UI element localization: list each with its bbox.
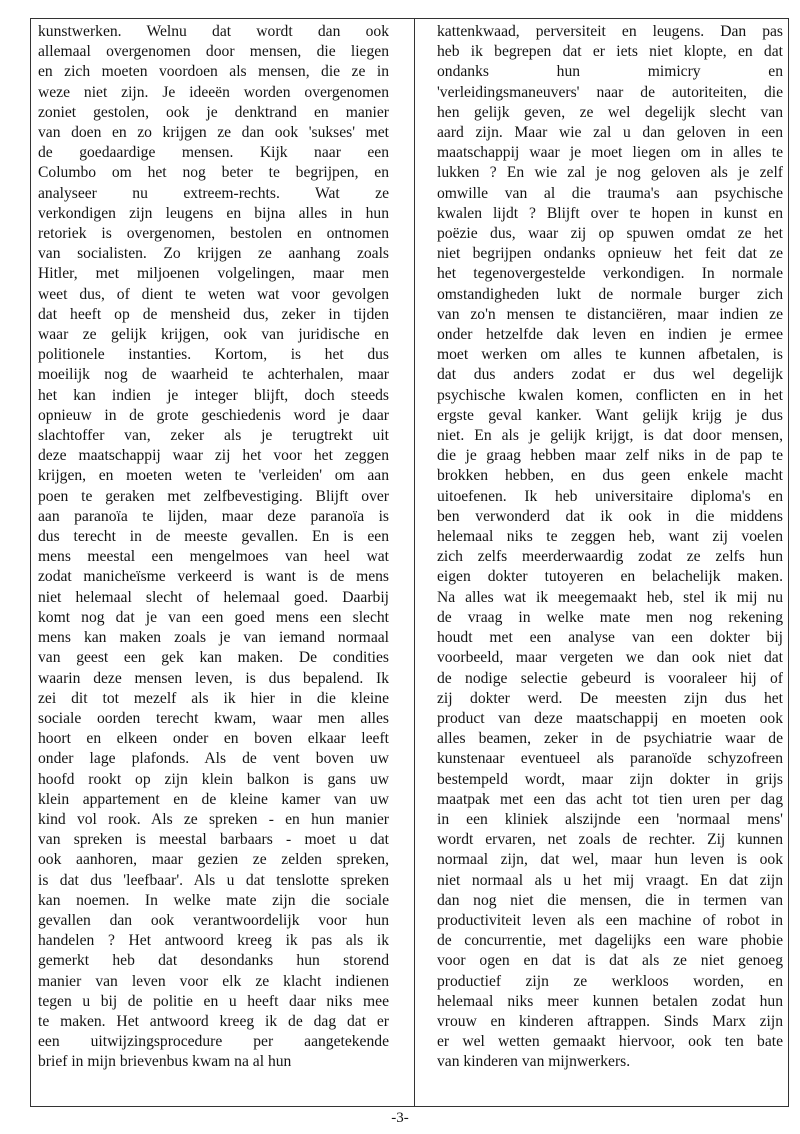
text-line: ook aanhoren, maar gezien ze zelden spreken, <box>38 851 389 869</box>
text-line: zoniet gestolen, ook je denktrand en manier <box>38 103 389 121</box>
text-line: van spreken is meestal barbaars - moet u dat <box>38 831 389 849</box>
text-line: handelen ? Het antwoord kreeg ik pas als ik <box>38 932 389 950</box>
text-line: brief in mijn brievenbus kwam na al hun <box>38 1053 292 1071</box>
text-line: heb ik begrepen dat er iets niet klopte, en dat <box>437 43 783 61</box>
text-line: deze maatschappij waar zij het voor het zeggen <box>38 447 389 465</box>
text-line: van geest een gek kan maken. De condities <box>38 649 389 667</box>
text-line: zodat manicheïsme verkeerd is want is de mens <box>38 568 389 586</box>
text-line: houdt met een analyse van een dokter bij <box>437 629 783 647</box>
text-line: verkondigen zijn leugens en bijna alles in hun <box>38 204 389 222</box>
text-line: manier van leven voor elk ze klacht indienen <box>38 972 389 990</box>
left-text-column <box>38 22 389 1073</box>
text-line: moeilijk nog de waarheid te achterhalen, maar <box>38 366 389 384</box>
text-line: maatschappij waar je moet liegen om in alles te <box>437 144 783 162</box>
text-line: is dat dus 'leefbaar'. Als u dat tenslotte spreken <box>38 871 389 889</box>
text-line: poëzie dus, waar zij op spuwen omdat ze het <box>437 225 783 243</box>
text-line: omstandigheden lukt de normale burger zich <box>437 285 783 303</box>
text-line: waar ze gelijk krijgen, ook van juridische en <box>38 326 389 344</box>
text-line: krijgen, en moeten weten te 'verleiden' om aan <box>38 467 389 485</box>
text-line: te maken. Het antwoord kreeg ik de dag dat er <box>38 1012 389 1030</box>
text-line: niet helemaal slecht of helemaal goed. Daarbij <box>38 588 389 606</box>
text-line: aard zijn. Maar wie zal u dan geloven in een <box>437 124 783 142</box>
text-line: gemerkt heb dat desondanks hun storend <box>38 952 389 970</box>
text-line: kunstenaar eventueel als paranoïde schyzofreen <box>437 750 783 768</box>
text-line: psychische kwalen komen, conflicten en in het <box>437 386 783 404</box>
text-line: onder lage plafonds. Als de vent boven uw <box>38 750 389 768</box>
text-line: van socialisten. Zo krijgen ze aanhang zoals <box>38 245 389 263</box>
text-line: weze niet zijn. Je ideeën worden overgenomen <box>38 83 389 101</box>
text-line: van doen en zo krijgen ze dan ook 'sukses' met <box>38 124 389 142</box>
text-line: sociale oorden terecht kwam, waar men alles <box>38 709 389 727</box>
text-line: allemaal overgenomen door mensen, die liegen <box>38 43 389 61</box>
text-line: aan paranoïa te lijden, maar deze paranoïa is <box>38 507 389 525</box>
text-line: Na alles wat ik meegemaakt heb, stel ik mij nu <box>437 588 783 606</box>
text-line: voor ogen en dat is dat als ze niet genoeg <box>437 952 783 970</box>
text-line: de concurrentie, met dagelijks een ware phobie <box>437 932 783 950</box>
text-line: hoofd rookt op zijn klein balkon is gans uw <box>38 770 389 788</box>
column-divider <box>414 18 415 1106</box>
text-line: gevallen dan ook verantwoordelijk voor hun <box>38 911 389 929</box>
text-line: Hitler, met miljoenen volgelingen, maar men <box>38 265 389 283</box>
text-line: zich zelfs meerderwaardig zodat ze zelfs hun <box>437 548 783 566</box>
text-line: van kinderen van mijnwerkers. <box>437 1053 631 1071</box>
text-line: het tegenovergestelde verkondigen. In normale <box>437 265 783 283</box>
text-line: klein appartement en de kleine kamer van uw <box>38 790 389 808</box>
text-line: niet normaal als u het mij vraagt. En dat zijn <box>437 871 783 889</box>
text-line: in een kliniek alszijnde een 'normaal mens' <box>437 810 783 828</box>
text-line: normaal zijn, dat wel, maar hun leven is ook <box>437 851 783 869</box>
text-line: ondanks hun mimicry en <box>437 63 783 81</box>
text-line: opnieuw in de grote geschiedenis word je daar <box>38 406 389 424</box>
text-line: lukken ? En wie zal je nog geloven als je zelf <box>437 164 783 182</box>
text-line: de goedaardige mensen. Kijk naar een <box>38 144 389 162</box>
text-line: bestempeld wordt, maar zijn dokter in grijs <box>437 770 783 788</box>
text-line: ben verwonderd dat ik ook in die middens <box>437 507 783 525</box>
text-line: kunstwerken. Welnu dat wordt dan ook <box>38 23 389 40</box>
text-line: moet werken om alles te kunnen afbetalen, is <box>437 346 783 364</box>
text-line: kattenkwaad, perversiteit en leugens. Dan pas <box>437 23 783 40</box>
text-line: onder hetzelfde dak leven en indien je ermee <box>437 326 783 344</box>
top-border-left <box>30 18 415 19</box>
text-line: niet. En als je gelijk krijgt, is dat door mensen, <box>437 427 783 445</box>
text-line: de vraag in welke mate men nog rekening <box>437 608 783 626</box>
text-line: helemaal niks meer kunnen betalen zodat hun <box>437 992 783 1010</box>
text-line: er wel wetten gemaakt hiervoor, ook ten bate <box>437 1033 783 1051</box>
text-line: het kan indien je integer blijft, doch steeds <box>38 386 389 404</box>
text-line: product van deze maatschappij en moeten ook <box>437 709 783 727</box>
text-line: ergste geval kanker. Want gelijk krijg je dus <box>437 406 783 424</box>
bottom-border <box>30 1106 789 1107</box>
text-line: zij dokter werd. De meesten zijn dus het <box>437 689 783 707</box>
text-line: weet dus, of dient te weten wat voor gevolgen <box>38 285 389 303</box>
text-line: retoriek is overgenomen, bestolen en ontnomen <box>38 225 389 243</box>
text-line: dus terecht in de meeste gevallen. En is een <box>38 528 389 546</box>
text-line: en zich moeten voordoen als mensen, die ze in <box>38 63 389 81</box>
text-line: de nodige selectie gebeurd is vooraleer hij of <box>437 669 783 687</box>
text-line: productiviteit leven als een machine of robot in <box>437 911 783 929</box>
text-line: wordt ervaren, net zoals de rechter. Zij kunnen <box>437 831 783 849</box>
text-line: kwalen lijdt ? Blijft over te hopen in kunst en <box>437 204 783 222</box>
text-line: dat heeft op de mensheid dus, zeker in tijden <box>38 305 389 323</box>
text-line: omwille van al die trauma's aan psychische <box>437 184 783 202</box>
text-line: hen gelijk geven, ze wel degelijk slecht van <box>437 103 783 121</box>
text-line: analyseer nu extreem-rechts. Wat ze <box>38 184 389 202</box>
text-line: van zo'n mensen te distanciëren, maar indien ze <box>437 305 783 323</box>
text-line: komt nog dat je van een goed mens een slecht <box>38 608 389 626</box>
text-line: Columbo om het nog beter te begrijpen, en <box>38 164 389 182</box>
text-line: mens kan maken zoals je van iemand normaal <box>38 629 389 647</box>
text-line: tegen u bij de politie en u heeft daar niks mee <box>38 992 389 1010</box>
text-line: eigen dokter tutoyeren en belachelijk maken. <box>437 568 783 586</box>
text-line: een uitwijzingsprocedure per aangetekende <box>38 1033 389 1051</box>
text-line: productief zijn ze werkloos worden, en <box>437 972 783 990</box>
right-border <box>788 18 789 1106</box>
text-line: dan nog niet die mensen, die in termen van <box>437 891 783 909</box>
text-line: voorbeeld, maar vergeten we dan ook niet dat <box>437 649 783 667</box>
text-line: maatpak met een das acht tot tien uren per dag <box>437 790 783 808</box>
text-line: slachtoffer van, zeker als je terugtrekt uit <box>38 427 389 445</box>
text-line: 'verleidingsmaneuvers' naar de autoriteiten, die <box>437 83 783 101</box>
left-border <box>30 18 31 1106</box>
text-line: dat dus anders zodat er dus wel degelijk <box>437 366 783 384</box>
text-line: alles beamen, zeker in de psychiatrie waar de <box>437 730 783 748</box>
text-line: kind vol rook. Als ze spreken - en hun manier <box>38 810 389 828</box>
text-line: hoort en elkeen onder en boven elkaar leeft <box>38 730 389 748</box>
text-line: brokken hebben, en dus geen enkele macht <box>437 467 783 485</box>
text-line: kan noemen. In welke mate zijn die sociale <box>38 891 389 909</box>
text-line: uitoefenen. Ik heb universitaire diploma's en <box>437 487 783 505</box>
top-border-right <box>414 18 789 19</box>
text-line: waarin deze mensen leven, is dus bepalend. Ik <box>38 669 389 687</box>
text-line: die je graag hebben maar zelf niks in de pap te <box>437 447 783 465</box>
page-number: -3- <box>391 1110 409 1126</box>
text-line: zei dit tot mezelf als ik hier in die kleine <box>38 689 389 707</box>
text-line: poen te geraken met zelfbevestiging. Blijft over <box>38 487 389 505</box>
text-line: mens meestal een mengelmoes van heel wat <box>38 548 389 566</box>
text-line: politionele instanties. Kortom, is het dus <box>38 346 389 364</box>
text-line: vrouw en kinderen aftrappen. Sinds Marx zijn <box>437 1012 783 1030</box>
text-line: niet begrijpen ondanks opnieuw het feit dat ze <box>437 245 783 263</box>
right-text-column <box>437 22 783 1073</box>
text-line: helemaal niks te zeggen heb, want zij voelen <box>437 528 783 546</box>
